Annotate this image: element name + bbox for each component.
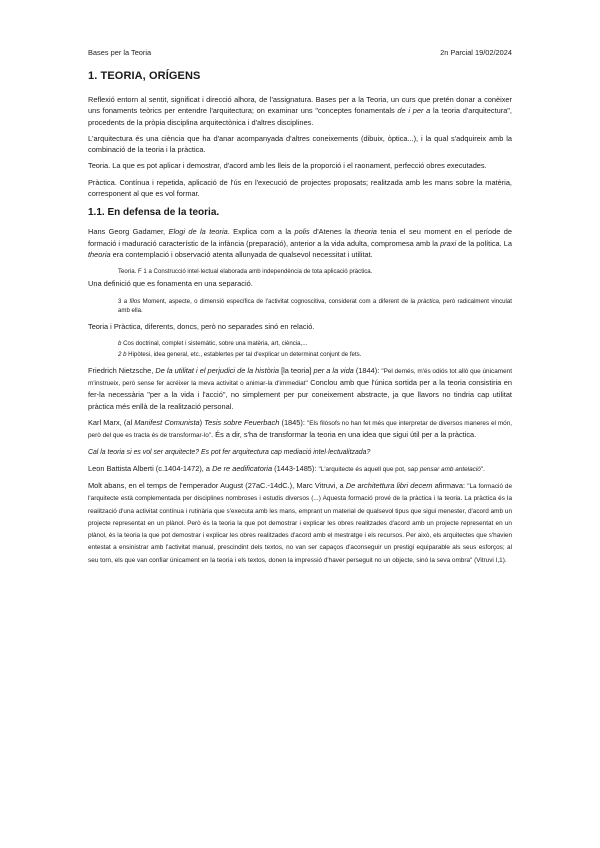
dictionary-note: 2 b Hipòtesi, idea general, etc., establertes per tal d'explicar un determinat conjunt de fets. xyxy=(118,350,362,358)
chapter-title: 1. TEORIA, ORÍGENS xyxy=(88,70,201,82)
practice-definition: Pràctica. Contínua i repetida, aplicació de l'ús en l'execució de projectes proposats; realitzada amb les mans sobre la matèria, corresponent al que es vol formar. xyxy=(88,177,512,199)
page-header xyxy=(88,48,512,57)
definition-separation: Una definició que es fonamenta en una separació. xyxy=(88,279,253,289)
dictionary-note: 3 a filos Moment, aspecte, o dimensió específica de l'activitat cognoscitiva, considerat com a diferent de la pràctica, però radicalment vinculat amb ella. xyxy=(118,297,512,314)
document-body xyxy=(88,70,512,571)
dictionary-note: b Cos doctrinal, complet i sistemàtic, sobre una matèria, art, ciència,... xyxy=(118,339,308,347)
architecture-paragraph: L'arquitectura és una ciència que ha d'anar acompanyada d'altres coneixements (dibuix, òptica...), i la qual s'adquireix amb la combinació de la teoria i la pràctica. xyxy=(88,133,512,155)
nietzsche-paragraph: Friedrich Nietzsche, De la utilitat i el perjudici de la història [la teoria] per a la vida (1844): "Pel demés, m'és odiós tot allò que únicament m'instrueix, però sense fer acréixer la meva activitat o animar-la d'immediat" Conclou amb que l'única sortida per a la teoria consistiria en fer-la necessària "per a la vida i l'acció", no simplement per pur coneixement abstracte, ja que llavors no tindria cap utilitat pràctica més enllà de la realització personal. xyxy=(88,365,512,411)
marx-paragraph: Karl Marx, (al Manifest Comunista) Tesis sobre Feuerbach (1845): "Els filòsofs no han fet més que interpretar de diversos maneres el món, però del que es tracta és de transformar-lo". És a dir, s'ha de transformar la teoria en una idea que sigui útil per a la pràctica. xyxy=(88,418,513,440)
definition-relation: Teoria i Pràctica, diferents, doncs, però no separades sinó en relació. xyxy=(88,321,315,331)
header-date: 2n Parcial 19/02/2024 xyxy=(440,48,512,57)
intro-paragraph: Reflexió entorn al sentit, significat i direcció alhora, de l'assignatura. Bases per a la Teoria, un curs que pretén donar a conèixer uns fonaments teòrics per entendre l'arquitectura; on examinar uns "conceptes fonamentals de i per a la teoria d'arquitectura", procedents de la pròpia disciplina arquitectònica i d'altres disciplines. xyxy=(88,95,512,127)
dictionary-note: Teoria. F 1 a Construcció intel·lectual elaborada amb independència de tota aplicació pràctica. xyxy=(118,268,373,276)
gadamer-paragraph: Hans Georg Gadamer, Elogi de la teoria. Explica com a la polis d'Atenes la theoria tenia el seu moment en el període de formació i maduració característic de la infància (preparació), anterior a la vida adulta, compromesa amb la praxi de la política. La theoria era contemplació i observació atenta allunyada de qualsevol necessitat i utilitat. xyxy=(88,227,512,259)
theory-definition: Teoria. La que es pot aplicar i demostrar, d'acord amb les lleis de la proporció i el raonament, perfecció obres executades. xyxy=(88,161,487,171)
question-line: Cal la teoria si es vol ser arquitecte? Es pot fer arquitectura cap mediació intel·lectualitzada? xyxy=(88,448,371,456)
header-course: Bases per la Teoria xyxy=(88,48,152,57)
vitruvi-paragraph: Molt abans, en el temps de l'emperador August (27aC.-14dC.), Marc Vitruvi, a De architettura libri decem afirmava: "La formació de l'arquitecte està complementada per disciplines nombroses i estudis diversos (...) Aquesta formació prové de la pràctica i la teoria. La pràctica és la realització d'una activitat contínua i rutinària que s'executa amb les mans, emprant un material de qualsevol tipus que sigui menester, d'acord amb un projecte representat en un plànol. Però és la teoria la que pot demostrar i explicar les obres realitzades d'acord amb un projecte representat en un plànol, és la teoria la que pot demostrar i explicar les obres realitzades d'acord amb el mestratge i els recursos. Per això, els arquitectes que s'havien entestat a ensinistrar amb l'activitat manual, prescindint dels textos, no van ser capaços d'aconseguir un prestigi equiparable als seus esforços; al seu torn, els que van confiar únicament en la teoria i els textos, donen la impressió d'haver perseguit no un objecte, sinó la seva ombra" (Vitruvi I,1). xyxy=(88,480,513,564)
alberti-paragraph: Leon Battista Alberti (c.1404-1472), a De re aedificatoria (1443-1485): "L'arquitecte és aquell que pot, sap pensar amb antelació". xyxy=(88,463,485,473)
section-title: 1.1. En defensa de la teoria. xyxy=(88,207,220,219)
